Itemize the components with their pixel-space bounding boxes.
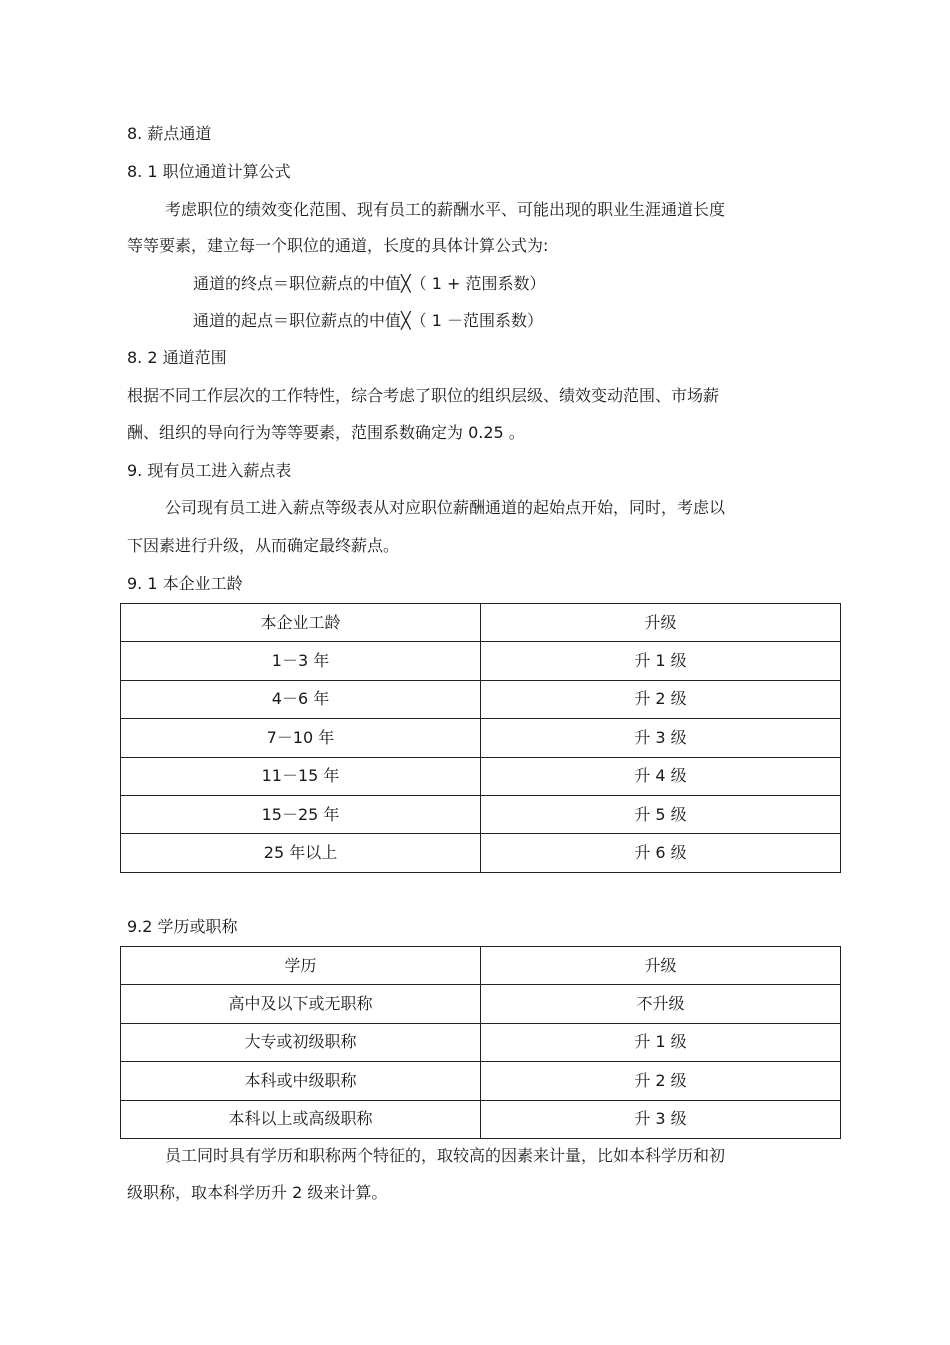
- table-cell: 升 2 级: [481, 1062, 841, 1100]
- table-cell: 升 1 级: [481, 1023, 841, 1061]
- section-8-2-heading: 8. 2 通道范围: [127, 348, 227, 367]
- table-row: [121, 680, 841, 718]
- table-cell: 升 2 级: [481, 680, 841, 718]
- table-cell: 本科或中级职称: [121, 1062, 481, 1100]
- seniority-table: [120, 603, 841, 873]
- section-9-heading: 9. 现有员工进入薪点表: [127, 461, 292, 480]
- section-9-1-heading: 9. 1 本企业工龄: [127, 574, 243, 593]
- table-cell: 升 3 级: [481, 1100, 841, 1138]
- table-cell: 升 5 级: [481, 795, 841, 833]
- table-cell: 升 3 级: [481, 719, 841, 757]
- table-cell: 25 年以上: [121, 834, 481, 872]
- table-header-row: [121, 604, 841, 642]
- table-cell: 升 1 级: [481, 642, 841, 680]
- paragraph-line: 根据不同工作层次的工作特性，综合考虑了职位的组织层级、绩效变动范围、市场薪: [127, 386, 720, 405]
- table-cell: 升 4 级: [481, 757, 841, 795]
- paragraph-line: 员工同时具有学历和职称两个特征的，取较高的因素来计量，比如本科学历和初: [165, 1146, 726, 1165]
- table-header-cell: 升级: [481, 947, 841, 985]
- section-8-1-heading: 8. 1 职位通道计算公式: [127, 162, 291, 181]
- table-cell: 高中及以下或无职称: [121, 985, 481, 1023]
- table-row: [121, 1100, 841, 1138]
- table-cell: 本科以上或高级职称: [121, 1100, 481, 1138]
- education-table: [120, 946, 841, 1139]
- table-header-cell: 升级: [481, 604, 841, 642]
- table-cell: 7－10 年: [121, 719, 481, 757]
- table-row: [121, 757, 841, 795]
- paragraph-line: 公司现有员工进入薪点等级表从对应职位薪酬通道的起始点开始，同时，考虑以: [165, 498, 726, 517]
- paragraph-line: 级职称，取本科学历升 2 级来计算。: [127, 1183, 388, 1202]
- paragraph-line: 酬、组织的导向行为等等要素，范围系数确定为 0.25 。: [127, 423, 525, 442]
- formula-end-point: 通道的终点＝职位薪点的中值╳（ 1 + 范围系数）: [193, 274, 546, 293]
- table-cell: 11－15 年: [121, 757, 481, 795]
- table-row: [121, 719, 841, 757]
- table-header-cell: 本企业工龄: [121, 604, 481, 642]
- table-cell: 1－3 年: [121, 642, 481, 680]
- table-cell: 大专或初级职称: [121, 1023, 481, 1061]
- section-8-heading: 8. 薪点通道: [127, 124, 212, 143]
- paragraph-line: 考虑职位的绩效变化范围、现有员工的薪酬水平、可能出现的职业生涯通道长度: [165, 200, 726, 219]
- table-header-row: [121, 947, 841, 985]
- paragraph-line: 等等要素，建立每一个职位的通道，长度的具体计算公式为:: [127, 236, 549, 255]
- table-row: [121, 795, 841, 833]
- table-row: [121, 834, 841, 872]
- paragraph-line: 下因素进行升级，从而确定最终薪点。: [127, 536, 400, 555]
- section-9-2-heading: 9.2 学历或职称: [127, 917, 238, 936]
- table-row: [121, 985, 841, 1023]
- table-cell: 不升级: [481, 985, 841, 1023]
- table-cell: 4－6 年: [121, 680, 481, 718]
- table-row: [121, 1023, 841, 1061]
- formula-start-point: 通道的起点＝职位薪点的中值╳（ 1 －范围系数）: [193, 311, 543, 330]
- table-cell: 15－25 年: [121, 795, 481, 833]
- table-row: [121, 1062, 841, 1100]
- table-cell: 升 6 级: [481, 834, 841, 872]
- table-header-cell: 学历: [121, 947, 481, 985]
- table-row: [121, 642, 841, 680]
